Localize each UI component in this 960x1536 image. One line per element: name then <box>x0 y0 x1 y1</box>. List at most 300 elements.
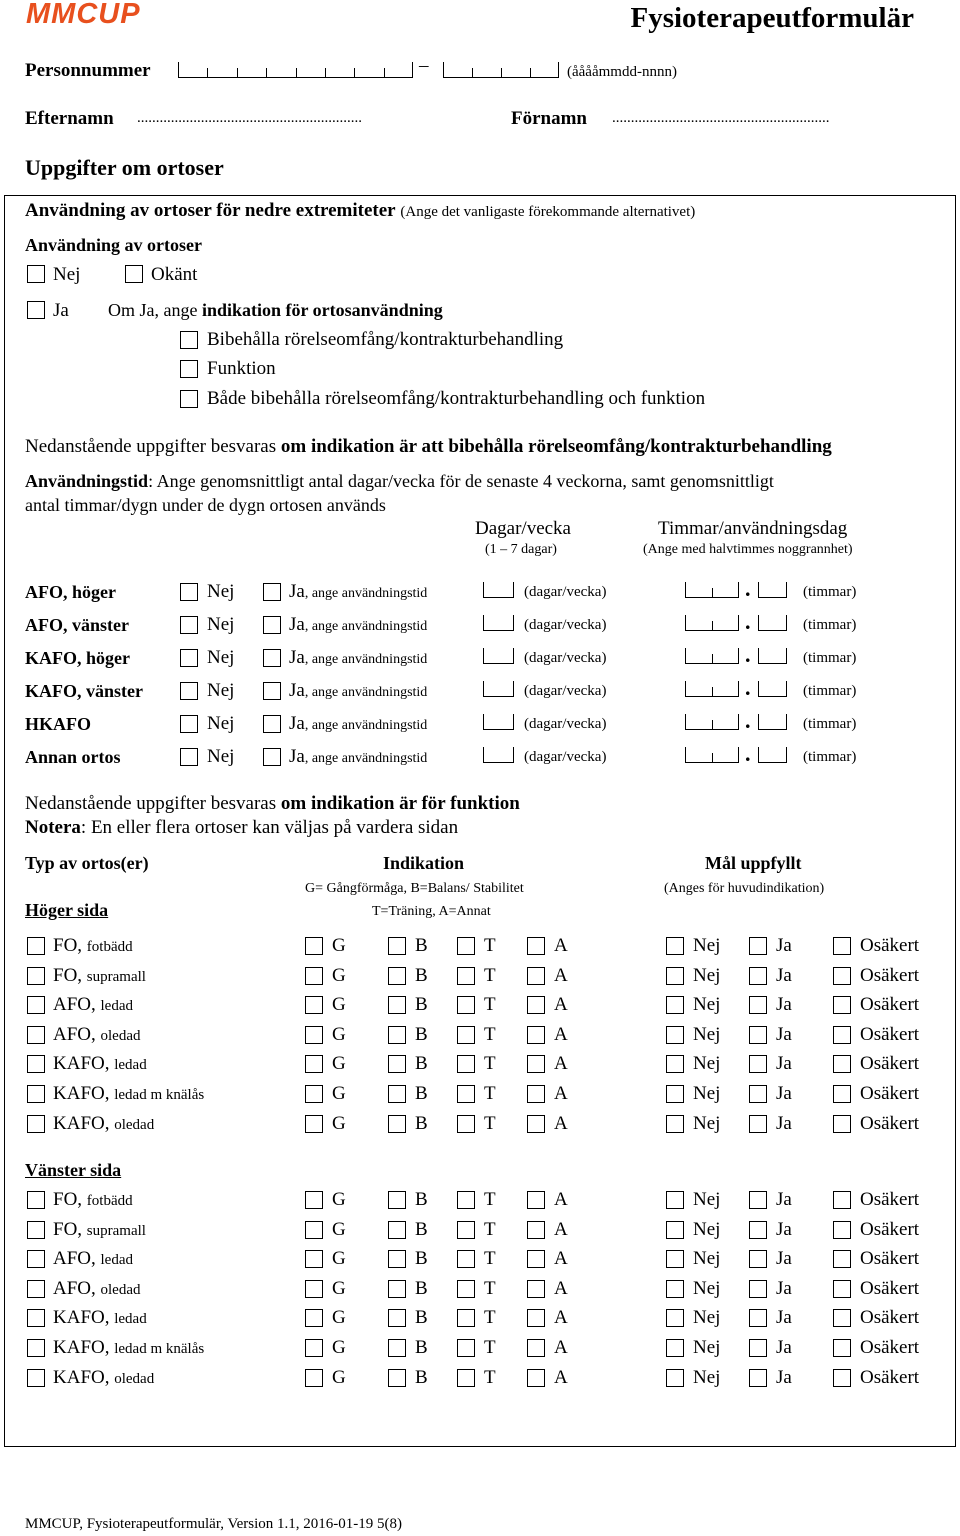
left-ortos-sep: , <box>104 1307 115 1328</box>
right-ind-b-checkbox[interactable] <box>388 1055 406 1073</box>
left-ind-t-checkbox[interactable] <box>457 1369 475 1387</box>
left-goal-0-label: Nej <box>693 1248 721 1269</box>
om-ja-text: Om Ja, ange indikation för ortosanvändning <box>108 300 443 320</box>
right-ind-b-checkbox[interactable] <box>388 937 406 955</box>
rom-row-nej-checkbox[interactable] <box>180 616 198 634</box>
left-goal-1-label: Ja <box>776 1367 792 1388</box>
left-ind-b-checkbox[interactable] <box>388 1309 406 1327</box>
right-ind-t-label: T <box>484 935 496 956</box>
left-goal-2-label: Osäkert <box>860 1248 920 1269</box>
right-ortos-main: KAFO <box>53 1053 105 1074</box>
left-ind-b-checkbox[interactable] <box>388 1280 406 1298</box>
right-goal-2-label: Osäkert <box>860 965 920 986</box>
right-ortos-main: KAFO <box>53 1083 105 1104</box>
right-ind-g-label: G <box>332 1113 346 1134</box>
left-ortos-main: FO <box>53 1219 78 1240</box>
col-type: Typ av ortos(er) <box>25 853 149 873</box>
rom-row-hours-divider <box>712 621 713 631</box>
left-ind-t-checkbox[interactable] <box>457 1339 475 1357</box>
right-ind-t-checkbox[interactable] <box>457 996 475 1014</box>
rom-row-nej-checkbox[interactable] <box>180 682 198 700</box>
rom-row-ja-text <box>289 614 427 636</box>
left-goal-1-checkbox[interactable] <box>749 1250 767 1268</box>
right-ind-a-label: A <box>554 1113 568 1134</box>
rom-row-days-field[interactable] <box>483 747 514 763</box>
right-goal-0-label: Nej <box>693 1053 721 1074</box>
left-ortos-checkbox[interactable] <box>27 1280 45 1298</box>
right-ortos-sub: ledad <box>100 998 133 1014</box>
left-ind-b-checkbox[interactable] <box>388 1191 406 1209</box>
right-ind-t-checkbox[interactable] <box>457 1026 475 1044</box>
rom-row-label: HKAFO <box>25 714 91 734</box>
right-ortos-label <box>53 1053 147 1075</box>
rom-row-days-field[interactable] <box>483 714 514 730</box>
left-ind-t-label: T <box>484 1248 496 1269</box>
usage-nej-checkbox[interactable] <box>27 265 45 283</box>
right-goal-2-checkbox[interactable] <box>833 1026 851 1044</box>
right-ind-a-checkbox[interactable] <box>527 1085 545 1103</box>
right-ind-a-label: A <box>554 994 568 1015</box>
left-goal-1-checkbox[interactable] <box>749 1191 767 1209</box>
right-ind-g-checkbox[interactable] <box>305 1085 323 1103</box>
right-ortos-label <box>53 935 133 957</box>
right-goal-1-checkbox[interactable] <box>749 996 767 1014</box>
right-ortos-sub: ledad <box>114 1057 147 1073</box>
right-ortos-main: AFO <box>53 1024 92 1045</box>
left-ortos-sub: ledad <box>114 1311 147 1327</box>
left-goal-0-checkbox[interactable] <box>666 1221 684 1239</box>
rom-row-ja-checkbox[interactable] <box>263 748 281 766</box>
rom-row-ja-checkbox[interactable] <box>263 583 281 601</box>
efternamn-label: Efternamn <box>25 108 114 129</box>
right-goal-1-checkbox[interactable] <box>749 1085 767 1103</box>
left-goal-0-checkbox[interactable] <box>666 1250 684 1268</box>
right-ind-g-checkbox[interactable] <box>305 1026 323 1044</box>
left-ind-g-label: G <box>332 1367 346 1388</box>
left-goal-1-label: Ja <box>776 1248 792 1269</box>
rom-row-ja-label: Ja <box>289 614 305 635</box>
right-ind-g-label: G <box>332 1053 346 1074</box>
left-ind-t-checkbox[interactable] <box>457 1280 475 1298</box>
right-goal-1-label: Ja <box>776 1053 792 1074</box>
left-goal-2-label: Osäkert <box>860 1337 920 1358</box>
rom-row-hours-unit: (timmar) <box>803 683 857 699</box>
rom-row-halfhour-field[interactable] <box>758 615 787 631</box>
left-ind-g-checkbox[interactable] <box>305 1221 323 1239</box>
rom-row-days-unit: (dagar/vecka) <box>524 749 607 765</box>
left-ind-a-label: A <box>554 1367 568 1388</box>
left-goal-1-checkbox[interactable] <box>749 1309 767 1327</box>
right-ortos-checkbox[interactable] <box>27 996 45 1014</box>
left-goal-2-checkbox[interactable] <box>833 1309 851 1327</box>
left-goal-0-checkbox[interactable] <box>666 1339 684 1357</box>
right-goal-2-checkbox[interactable] <box>833 1085 851 1103</box>
left-ind-t-label: T <box>484 1189 496 1210</box>
left-ind-g-checkbox[interactable] <box>305 1280 323 1298</box>
left-ind-b-label: B <box>415 1278 428 1299</box>
right-ortos-sub: supramall <box>86 969 146 985</box>
rom-row-days-field[interactable] <box>483 648 514 664</box>
right-goal-0-checkbox[interactable] <box>666 1115 684 1133</box>
col-hours: Timmar/användningsdag <box>658 518 848 539</box>
left-ortos-sub: ledad <box>100 1252 133 1268</box>
left-goal-1-checkbox[interactable] <box>749 1339 767 1357</box>
indication-rom-label: Bibehålla rörelseomfång/kontrakturbehandling <box>207 329 564 350</box>
rom-row-halfhour-field[interactable] <box>758 681 787 697</box>
right-side-heading: Höger sida <box>25 900 109 920</box>
left-goal-2-checkbox[interactable] <box>833 1221 851 1239</box>
left-ortos-checkbox[interactable] <box>27 1191 45 1209</box>
right-ortos-main: FO <box>53 935 78 956</box>
rom-row-decimal-dot: . <box>745 642 751 667</box>
right-goal-1-checkbox[interactable] <box>749 967 767 985</box>
rom-row-hours-divider <box>712 687 713 697</box>
right-goal-0-checkbox[interactable] <box>666 937 684 955</box>
rom-row-days-field[interactable] <box>483 582 514 598</box>
pn-date-digit-divider <box>207 68 208 78</box>
mmcup-logo: MMCUP <box>26 0 141 30</box>
left-goal-2-checkbox[interactable] <box>833 1191 851 1209</box>
left-ortos-checkbox[interactable] <box>27 1309 45 1327</box>
left-ind-a-checkbox[interactable] <box>527 1309 545 1327</box>
right-ortos-checkbox[interactable] <box>27 937 45 955</box>
rom-row-ja-note: , ange användningstid <box>304 652 428 667</box>
rom-row-ja-text <box>289 581 427 603</box>
indication-funktion-checkbox[interactable] <box>180 360 198 378</box>
left-ind-g-checkbox[interactable] <box>305 1369 323 1387</box>
left-ind-b-checkbox[interactable] <box>388 1221 406 1239</box>
right-ind-g-checkbox[interactable] <box>305 967 323 985</box>
left-ortos-sep: , <box>77 1219 87 1240</box>
rom-row-ja-text <box>289 746 427 768</box>
left-ortos-sub: fotbädd <box>86 1193 133 1209</box>
right-ind-a-checkbox[interactable] <box>527 937 545 955</box>
rom-row-days-field[interactable] <box>483 615 514 631</box>
left-ind-g-label: G <box>332 1307 346 1328</box>
right-goal-0-label: Nej <box>693 965 721 986</box>
usage-ja-checkbox[interactable] <box>27 301 45 319</box>
right-ind-b-checkbox[interactable] <box>388 1026 406 1044</box>
usage-okant-label: Okänt <box>151 264 198 285</box>
rom-row-label: Annan ortos <box>25 747 121 767</box>
left-ind-a-checkbox[interactable] <box>527 1191 545 1209</box>
pn-date-digit-divider <box>384 68 385 78</box>
form-title: Fysioterapeutformulär <box>630 2 914 34</box>
left-ortos-checkbox[interactable] <box>27 1221 45 1239</box>
right-ind-g-checkbox[interactable] <box>305 937 323 955</box>
right-ortos-checkbox[interactable] <box>27 1026 45 1044</box>
right-ind-t-checkbox[interactable] <box>457 1055 475 1073</box>
left-ortos-sep: , <box>91 1278 101 1299</box>
rom-row-ja-checkbox[interactable] <box>263 649 281 667</box>
left-ind-t-label: T <box>484 1337 496 1358</box>
left-ind-g-checkbox[interactable] <box>305 1309 323 1327</box>
right-ortos-main: FO <box>53 965 78 986</box>
rom-row-ja-text <box>289 680 427 702</box>
left-ind-t-checkbox[interactable] <box>457 1309 475 1327</box>
right-ind-t-checkbox[interactable] <box>457 937 475 955</box>
right-ind-a-checkbox[interactable] <box>527 1026 545 1044</box>
rom-row-ja-note: , ange användningstid <box>304 619 428 634</box>
left-goal-2-checkbox[interactable] <box>833 1280 851 1298</box>
rom-row-label: KAFO, höger <box>25 648 130 668</box>
col-hours-note: (Ange med halvtimmes noggrannhet) <box>643 542 853 557</box>
indication-funktion-label: Funktion <box>207 358 276 379</box>
left-ind-t-label: T <box>484 1367 496 1388</box>
right-goal-2-label: Osäkert <box>860 935 920 956</box>
rom-row-nej-checkbox[interactable] <box>180 748 198 766</box>
col-days: Dagar/vecka <box>475 518 571 539</box>
right-ind-b-checkbox[interactable] <box>388 1085 406 1103</box>
left-ind-a-checkbox[interactable] <box>527 1280 545 1298</box>
right-goal-1-checkbox[interactable] <box>749 1026 767 1044</box>
right-ind-g-checkbox[interactable] <box>305 1055 323 1073</box>
right-goal-2-label: Osäkert <box>860 994 920 1015</box>
rom-row-ja-checkbox[interactable] <box>263 616 281 634</box>
right-ind-g-checkbox[interactable] <box>305 996 323 1014</box>
right-ind-a-label: A <box>554 1024 568 1045</box>
right-ind-a-checkbox[interactable] <box>527 967 545 985</box>
right-ind-t-label: T <box>484 965 496 986</box>
right-goal-2-checkbox[interactable] <box>833 967 851 985</box>
right-goal-0-label: Nej <box>693 1083 721 1104</box>
rom-row-nej-label: Nej <box>207 680 235 701</box>
left-goal-0-label: Nej <box>693 1219 721 1240</box>
func-note: Notera: En eller flera ortoser kan väljas på vardera sidan <box>25 817 459 838</box>
rom-row-nej-checkbox[interactable] <box>180 649 198 667</box>
rom-row-ja-note: , ange användningstid <box>304 685 428 700</box>
pn-number-digit-divider <box>472 68 473 78</box>
rom-row-ja-checkbox[interactable] <box>263 715 281 733</box>
rom-row-halfhour-field[interactable] <box>758 582 787 598</box>
left-ind-t-checkbox[interactable] <box>457 1250 475 1268</box>
rom-row-nej-checkbox[interactable] <box>180 583 198 601</box>
rom-row-decimal-dot: . <box>745 609 751 634</box>
left-goal-1-label: Ja <box>776 1219 792 1240</box>
personnummer-dash: – <box>419 55 429 76</box>
left-goal-0-label: Nej <box>693 1337 721 1358</box>
left-ortos-main: AFO <box>53 1248 92 1269</box>
left-goal-0-checkbox[interactable] <box>666 1280 684 1298</box>
left-goal-2-checkbox[interactable] <box>833 1339 851 1357</box>
fornamn-field[interactable]: .......................................................... <box>612 110 830 126</box>
left-ind-b-checkbox[interactable] <box>388 1369 406 1387</box>
indication-rom-checkbox[interactable] <box>180 331 198 349</box>
left-ind-b-label: B <box>415 1219 428 1240</box>
left-ind-g-label: G <box>332 1278 346 1299</box>
left-ortos-label <box>53 1337 204 1359</box>
left-ortos-checkbox[interactable] <box>27 1250 45 1268</box>
left-goal-2-checkbox[interactable] <box>833 1369 851 1387</box>
right-ortos-checkbox[interactable] <box>27 967 45 985</box>
right-goal-1-checkbox[interactable] <box>749 1055 767 1073</box>
left-ind-b-checkbox[interactable] <box>388 1250 406 1268</box>
personnummer-format: (ååååmmdd-nnnn) <box>567 64 677 80</box>
left-ind-g-checkbox[interactable] <box>305 1339 323 1357</box>
right-ortos-checkbox[interactable] <box>27 1085 45 1103</box>
left-ind-g-label: G <box>332 1337 346 1358</box>
left-goal-0-label: Nej <box>693 1367 721 1388</box>
right-ind-b-checkbox[interactable] <box>388 1115 406 1133</box>
rom-row-halfhour-field[interactable] <box>758 648 787 664</box>
right-goal-2-checkbox[interactable] <box>833 1055 851 1073</box>
rom-row-days-unit: (dagar/vecka) <box>524 683 607 699</box>
right-goal-0-checkbox[interactable] <box>666 1085 684 1103</box>
right-goal-0-label: Nej <box>693 1113 721 1134</box>
right-ind-g-label: G <box>332 1024 346 1045</box>
right-goal-1-checkbox[interactable] <box>749 937 767 955</box>
left-ind-b-label: B <box>415 1189 428 1210</box>
left-ind-t-checkbox[interactable] <box>457 1191 475 1209</box>
left-ortos-main: FO <box>53 1189 78 1210</box>
right-goal-2-checkbox[interactable] <box>833 937 851 955</box>
left-goal-1-checkbox[interactable] <box>749 1369 767 1387</box>
left-goal-1-label: Ja <box>776 1278 792 1299</box>
right-ind-a-checkbox[interactable] <box>527 1115 545 1133</box>
right-ind-b-checkbox[interactable] <box>388 996 406 1014</box>
right-goal-0-checkbox[interactable] <box>666 967 684 985</box>
pn-date-digit-divider <box>237 68 238 78</box>
right-goal-0-label: Nej <box>693 994 721 1015</box>
personnummer-label: Personnummer <box>25 60 151 81</box>
left-ortos-sub: supramall <box>86 1223 146 1239</box>
rom-row-days-unit: (dagar/vecka) <box>524 716 607 732</box>
rom-row-label: AFO, vänster <box>25 615 129 635</box>
right-ortos-sep: , <box>91 1024 101 1045</box>
rom-intro: Nedanstående uppgifter besvaras om indikation är att bibehålla rörelseomfång/kontrakturbehandling <box>25 436 832 457</box>
left-ind-b-label: B <box>415 1367 428 1388</box>
left-ortos-label <box>53 1189 133 1211</box>
left-goal-2-checkbox[interactable] <box>833 1250 851 1268</box>
left-ortos-checkbox[interactable] <box>27 1369 45 1387</box>
left-goal-0-checkbox[interactable] <box>666 1309 684 1327</box>
rom-row-decimal-dot: . <box>745 741 751 766</box>
left-ind-a-checkbox[interactable] <box>527 1221 545 1239</box>
rom-row-days-unit: (dagar/vecka) <box>524 584 607 600</box>
right-ind-t-checkbox[interactable] <box>457 967 475 985</box>
right-ortos-sub: fotbädd <box>86 939 133 955</box>
right-ortos-sub: oledad <box>114 1117 155 1133</box>
right-ortos-label <box>53 1113 154 1135</box>
right-goal-1-label: Ja <box>776 994 792 1015</box>
right-ortos-checkbox[interactable] <box>27 1055 45 1073</box>
rom-row-nej-checkbox[interactable] <box>180 715 198 733</box>
indication-both-checkbox[interactable] <box>180 390 198 408</box>
right-goal-1-label: Ja <box>776 965 792 986</box>
right-ind-t-label: T <box>484 994 496 1015</box>
right-goal-2-checkbox[interactable] <box>833 1115 851 1133</box>
right-ind-g-label: G <box>332 994 346 1015</box>
left-goal-1-label: Ja <box>776 1337 792 1358</box>
fornamn-label: Förnamn <box>511 108 587 129</box>
left-ortos-sub: oledad <box>114 1371 155 1387</box>
right-goal-0-checkbox[interactable] <box>666 1026 684 1044</box>
right-goal-1-label: Ja <box>776 1024 792 1045</box>
left-ind-g-checkbox[interactable] <box>305 1191 323 1209</box>
left-goal-2-label: Osäkert <box>860 1189 920 1210</box>
left-ortos-checkbox[interactable] <box>27 1339 45 1357</box>
right-ind-b-label: B <box>415 1024 428 1045</box>
right-goal-1-label: Ja <box>776 1113 792 1134</box>
left-ind-a-checkbox[interactable] <box>527 1339 545 1357</box>
left-ind-a-label: A <box>554 1189 568 1210</box>
left-goal-0-checkbox[interactable] <box>666 1191 684 1209</box>
right-goal-0-checkbox[interactable] <box>666 996 684 1014</box>
right-ortos-main: KAFO <box>53 1113 105 1134</box>
pn-date-digit-divider <box>354 68 355 78</box>
left-ortos-main: KAFO <box>53 1307 105 1328</box>
right-ind-b-checkbox[interactable] <box>388 967 406 985</box>
rom-row-hours-divider <box>712 654 713 664</box>
right-goal-2-label: Osäkert <box>860 1113 920 1134</box>
right-goal-2-label: Osäkert <box>860 1053 920 1074</box>
rom-row-halfhour-field[interactable] <box>758 714 787 730</box>
rom-row-label: KAFO, vänster <box>25 681 143 701</box>
rom-row-halfhour-field[interactable] <box>758 747 787 763</box>
right-ind-t-checkbox[interactable] <box>457 1115 475 1133</box>
left-ind-a-checkbox[interactable] <box>527 1250 545 1268</box>
left-ortos-main: KAFO <box>53 1367 105 1388</box>
right-goal-2-checkbox[interactable] <box>833 996 851 1014</box>
efternamn-field[interactable]: ............................................................ <box>137 110 362 126</box>
right-ortos-checkbox[interactable] <box>27 1115 45 1133</box>
left-ind-b-checkbox[interactable] <box>388 1339 406 1357</box>
rom-row-days-field[interactable] <box>483 681 514 697</box>
right-ind-t-checkbox[interactable] <box>457 1085 475 1103</box>
rom-row-hours-unit: (timmar) <box>803 650 857 666</box>
left-ortos-sep: , <box>91 1248 101 1269</box>
right-ind-a-checkbox[interactable] <box>527 1055 545 1073</box>
left-goal-2-label: Osäkert <box>860 1219 920 1240</box>
left-ortos-sub: oledad <box>100 1282 141 1298</box>
right-goal-0-checkbox[interactable] <box>666 1055 684 1073</box>
right-ind-a-label: A <box>554 1053 568 1074</box>
right-ortos-sep: , <box>104 1113 115 1134</box>
right-ortos-label <box>53 965 146 987</box>
lower-ext-heading: Användning av ortoser för nedre extremiteter (Ange det vanligaste förekommande alternativet) <box>25 200 696 221</box>
left-ind-t-checkbox[interactable] <box>457 1221 475 1239</box>
pn-date-digit-divider <box>266 68 267 78</box>
right-ind-b-label: B <box>415 965 428 986</box>
left-ind-a-checkbox[interactable] <box>527 1369 545 1387</box>
rom-row-ja-checkbox[interactable] <box>263 682 281 700</box>
right-ortos-label <box>53 1024 141 1046</box>
right-ind-a-label: A <box>554 965 568 986</box>
left-ind-g-label: G <box>332 1189 346 1210</box>
rom-row-hours-divider <box>712 753 713 763</box>
left-goal-1-checkbox[interactable] <box>749 1221 767 1239</box>
right-ind-g-label: G <box>332 935 346 956</box>
left-goal-0-checkbox[interactable] <box>666 1369 684 1387</box>
pn-date-digit-divider <box>296 68 297 78</box>
usage-time-line2: antal timmar/dygn under de dygn ortosen används <box>25 495 386 515</box>
left-ind-b-label: B <box>415 1307 428 1328</box>
left-goal-1-checkbox[interactable] <box>749 1280 767 1298</box>
right-ind-g-checkbox[interactable] <box>305 1115 323 1133</box>
rom-row-hours-unit: (timmar) <box>803 584 857 600</box>
right-ind-b-label: B <box>415 994 428 1015</box>
rom-row-days-unit: (dagar/vecka) <box>524 617 607 633</box>
left-ind-g-label: G <box>332 1248 346 1269</box>
right-ind-a-checkbox[interactable] <box>527 996 545 1014</box>
usage-okant-checkbox[interactable] <box>125 265 143 283</box>
left-ind-g-checkbox[interactable] <box>305 1250 323 1268</box>
right-ind-a-label: A <box>554 1083 568 1104</box>
left-ind-a-label: A <box>554 1337 568 1358</box>
right-ortos-sep: , <box>104 1053 115 1074</box>
right-goal-1-checkbox[interactable] <box>749 1115 767 1133</box>
right-ind-b-label: B <box>415 1083 428 1104</box>
